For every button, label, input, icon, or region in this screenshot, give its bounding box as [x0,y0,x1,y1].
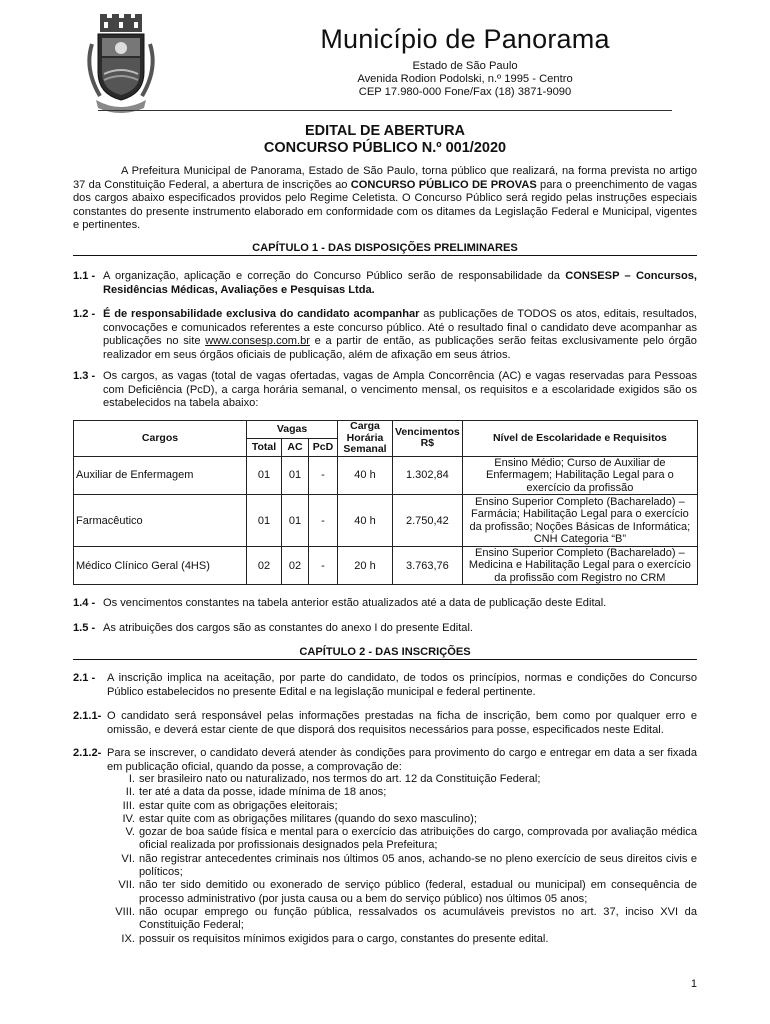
item-numeral: VI. [121,852,135,865]
address-line: CEP 17.980-000 Fone/Fax (18) 3871-9090 [358,86,572,98]
clause-1-5 [73,622,697,636]
col-carga: Carga Horária Semanal [338,421,393,457]
cell-total: 01 [247,456,282,494]
list-item [73,853,697,880]
cell-carga: 20 h [338,547,393,585]
cell-cargo: Médico Clínico Geral (4HS) [74,547,247,585]
clause-2-1-2 [73,747,697,774]
cell-requisitos: Ensino Médio; Curso de Auxiliar de Enfermagem; Habilitação Legal para o exercício da profissão [462,456,697,494]
clause-2-1 [73,672,697,699]
clause-1-4 [73,597,697,611]
clause-text-2: e a partir de então, as publicações serão feitas exclusivamente pelo órgão realizador em seus órgãos oficiais de publicação, além de afixação em seus átrios. [103,335,697,361]
cell-total: 01 [247,495,282,547]
item-text: gozar de boa saúde física e mental para o exercício das atribuições do cargo, comprovada por avaliação médica oficial realizada por profissionais designados pela Prefeitura; [139,826,697,852]
cell-carga: 40 h [338,495,393,547]
col-nivel: Nível de Escolaridade e Requisitos [462,421,697,457]
item-numeral: I. [128,773,135,785]
table-row [74,547,698,585]
address-line: Avenida Rodion Podolski, n.º 1995 - Centro [357,73,573,85]
item-numeral: III. [122,799,135,812]
list-item [73,906,697,933]
header-divider [98,110,672,111]
clause-text: Os vencimentos constantes na tabela anterior estão atualizados até a data de publicação deste Edital. [103,597,607,609]
item-text: possuir os requisitos mínimos exigidos para o cargo, constantes do presente edital. [139,932,549,945]
item-numeral: VIII. [115,905,135,918]
item-numeral: IX. [121,932,135,945]
cell-cargo: Auxiliar de Enfermagem [74,456,247,494]
item-text: ter até a data da posse, idade mínima de 18 anos; [139,786,387,799]
cell-vencimento: 3.763,76 [393,547,463,585]
table-row [74,456,698,494]
cell-ac: 01 [282,495,309,547]
clause-number: 1.1 - [73,270,96,282]
concurso-title: CONCURSO PÚBLICO N.º 001/2020 [263,140,507,156]
item-text: estar quite com as obrigações eleitorais; [139,799,338,812]
clause-bold: É de responsabilidade exclusiva do candidato acompanhar [103,308,420,320]
cell-cargo: Farmacêutico [74,495,247,547]
clause-text: O candidato será responsável pelas informações prestadas na ficha de inscrição, bem como por qualquer erro e omissão, e deverá estar ciente de que disporá dos requisitos necessários para posse, especificados neste Edital. [107,710,697,736]
intro-paragraph [73,165,697,233]
item-numeral: IV. [122,812,135,825]
cell-ac: 02 [282,547,309,585]
cell-pcd: - [309,547,338,585]
clause-1-3 [73,370,697,411]
clause-text: Para se inscrever, o candidato deverá atender às condições para provimento do cargo e entregar em data a ser fixada em publicação oficial, quando da posse, a comprovação de: [107,747,697,773]
intro-text-2: para o preenchimento de vagas dos cargos abaixo especificados providos pelo Regime Celetista. O Concurso Público será regido pelas instruções especiais constantes do presente instrumento elaborado em conformidade com os ditames da Legislação Federal e Municipal, vigentes e pertinentes. [73,178,697,232]
chapter-2-title: CAPÍTULO 2 - DAS INSCRIÇÕES [73,646,697,660]
col-vagas: Vagas [247,421,338,439]
item-numeral: II. [125,786,135,799]
col-pcd: PcD [309,438,338,456]
clause-1-2 [73,308,697,362]
col-ac: AC [282,438,309,456]
cell-carga: 40 h [338,456,393,494]
clause-text: A inscrição implica na aceitação, por parte do candidato, de todos os princípios, normas e condições do Concurso Público estabelecidos no presente Edital e na legislação municipal e federal pertinente. [107,672,697,698]
col-total: Total [247,438,282,456]
page-number: 1 [690,978,697,990]
requirements-list [73,773,697,946]
intro-text: A Prefeitura Municipal de Panorama, Estado de São Paulo, torna público que realizará, na forma prevista no artigo 37 da Constituição Federal, a abertura de inscrições ao [73,165,697,191]
cell-requisitos: Ensino Superior Completo (Bacharelado) – Medicina e Habilitação Legal para o exercício da profissão com Registro no CRM [462,547,697,585]
intro-bold: CONCURSO PÚBLICO DE PROVAS [350,178,537,191]
list-item [73,933,697,946]
cell-total: 02 [247,547,282,585]
list-item [73,879,697,906]
cell-pcd: - [309,495,338,547]
clause-number: 2.1 - [73,672,96,684]
item-numeral: V. [125,826,135,839]
clause-text: As atribuições dos cargos são as constantes do anexo I do presente Edital. [103,622,474,634]
clause-number: 1.4 - [73,597,96,609]
clause-1-1 [73,270,697,297]
consesp-link[interactable]: www.consesp.com.br [205,335,310,348]
edital-title: EDITAL DE ABERTURA [304,123,466,139]
cell-requisitos: Ensino Superior Completo (Bacharelado) – Farmácia; Habilitação Legal para o exercício da profissão; Noções Básicas de Informática; CNH Categoria “B” [462,495,697,547]
cell-vencimento: 1.302,84 [393,456,463,494]
clause-text: A organização, aplicação e correção do Concurso Público serão de responsabilidade da [103,270,566,282]
col-vencimentos: Vencimentos R$ [393,421,463,457]
chapter-1-title: CAPÍTULO 1 - DAS DISPOSIÇÕES PRELIMINARES [73,242,697,256]
address-line: Estado de São Paulo [412,60,518,72]
clause-text: as publicações de TODOS os atos, editais, resultados, convocações e comunicados referentes a este concurso público. Até o resultado final o candidato deve acompanhar as publicações no site [103,308,698,348]
col-cargos: Cargos [74,421,247,457]
clause-text: Os cargos, as vagas (total de vagas ofertadas, vagas de Ampla Concorrência (AC) e vagas reservadas para Pessoas com Deficiência (PcD), a carga horária semanal, o vencimento mensal, os requisitos e a escolaridade exigidos são os estabelecidos na tabela abaixo: [103,370,697,410]
list-item [73,786,697,799]
clause-number: 2.1.1- [73,710,102,722]
item-text: não registrar antecedentes criminais nos últimos 05 anos, achando-se no pleno exercício de seus direitos civis e políticos; [139,852,697,879]
clause-number: 1.3 - [73,370,96,382]
clause-number: 2.1.2- [73,747,102,759]
item-text: não ter sido demitido ou exonerado de serviço público (federal, estadual ou municipal) em consequência de processo administrativo (por justa causa ou a bem do serviço público) nos últimos 05 anos; [139,879,697,905]
item-numeral: VII. [118,879,135,892]
clause-number: 1.2 - [73,308,96,320]
item-text: não ocupar emprego ou função pública, ressalvados os acumuláveis previstos no art. 37, inciso XVI da Constituição Federal; [139,905,697,932]
cell-vencimento: 2.750,42 [393,495,463,547]
list-item [73,773,697,786]
clause-bold: CONSESP – Concursos, Residências Médicas, Avaliações e Pesquisas Ltda. [103,270,697,296]
municipality-title: Município de Panorama [320,24,610,54]
clause-number: 1.5 - [73,622,96,634]
clause-2-1-1 [73,710,697,737]
table-row [74,495,698,547]
list-item [73,826,697,853]
item-text: estar quite com as obrigações militares (quando do sexo masculino); [139,812,477,825]
coat-of-arms-icon [82,14,160,114]
vacancies-table [73,420,698,585]
item-text: ser brasileiro nato ou naturalizado, nos termos do art. 12 da Constituição Federal; [139,773,541,785]
list-item [73,813,697,826]
cell-ac: 01 [282,456,309,494]
cell-pcd: - [309,456,338,494]
list-item [73,800,697,813]
